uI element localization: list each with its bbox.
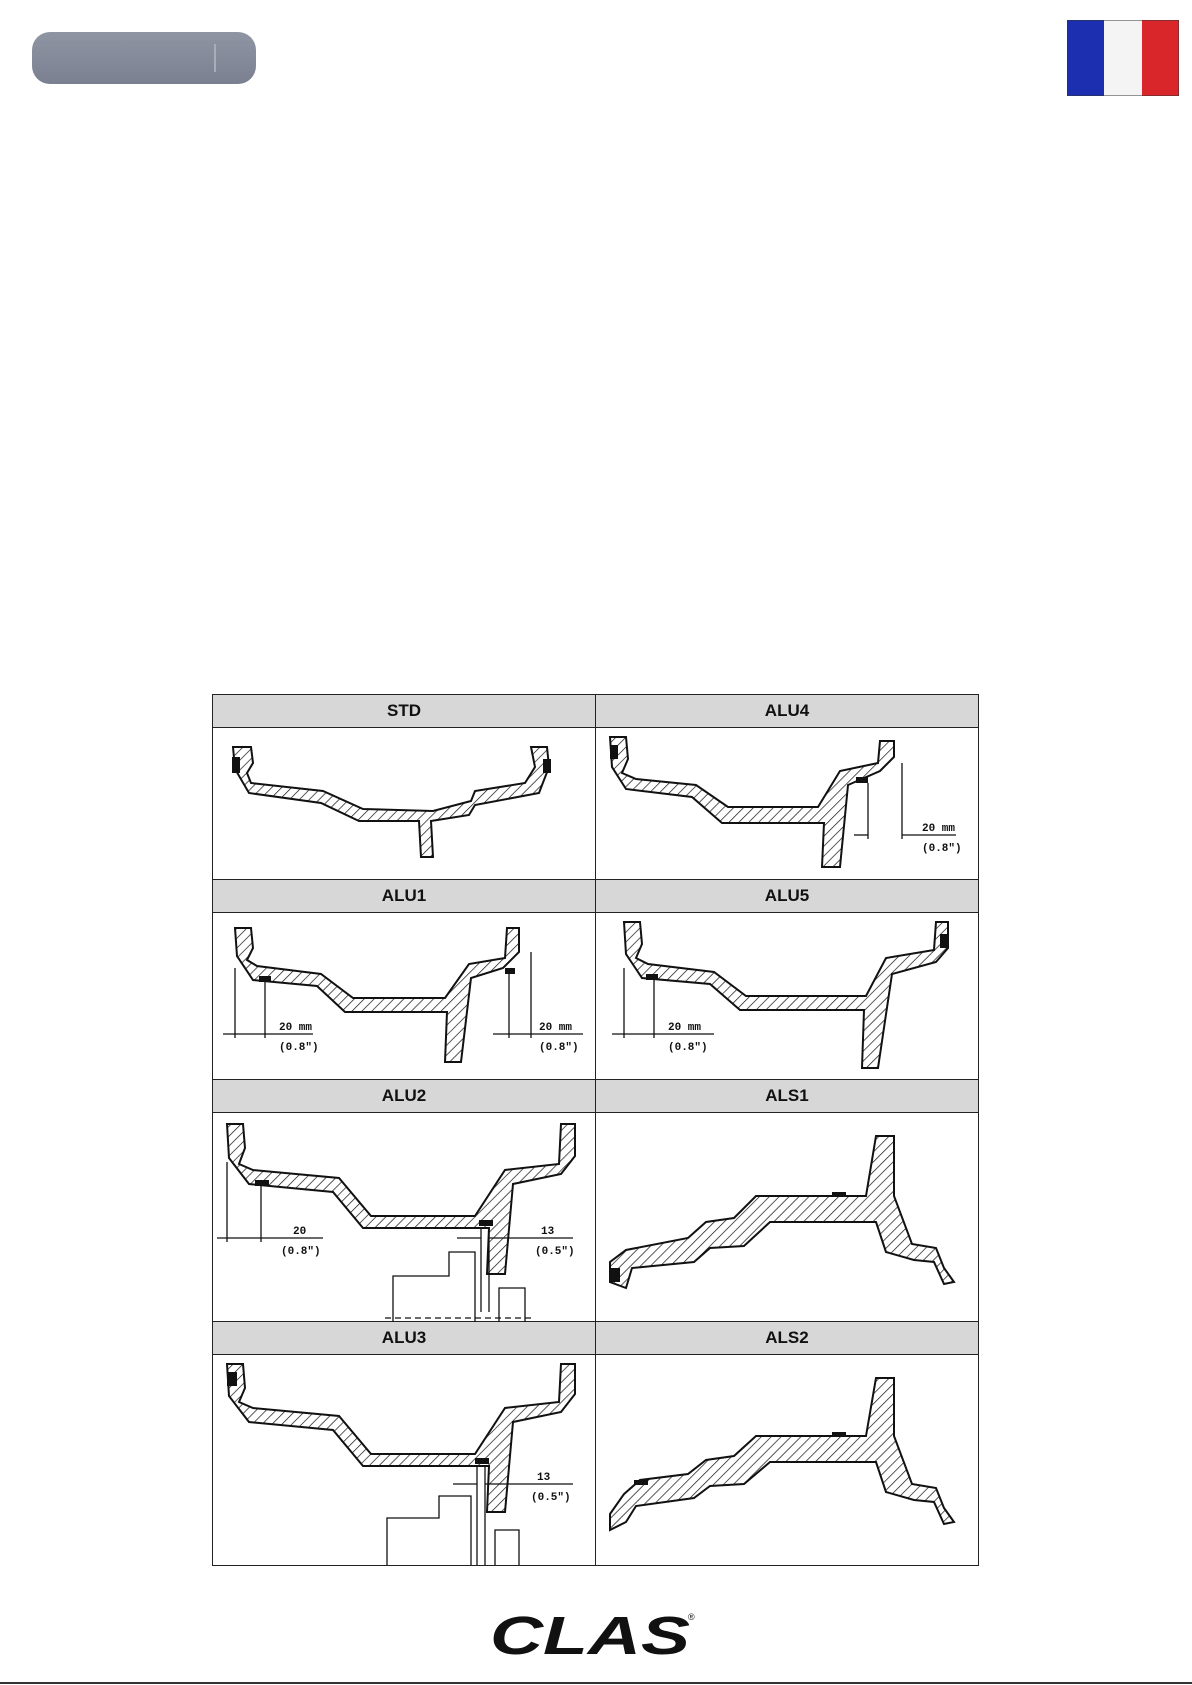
rim-diagram-alu5 — [596, 912, 978, 1080]
weight-marker — [479, 1220, 493, 1226]
clas-logo — [490, 1606, 700, 1662]
rim-types-table — [212, 694, 979, 1566]
cell-label: ALU3 — [213, 1322, 595, 1355]
dimension-label: 20 mm — [279, 1022, 313, 1034]
dimension-label: (0.8") — [281, 1246, 321, 1258]
rim-cell-alu2 — [213, 1080, 596, 1322]
dimension-label: 13 — [541, 1226, 555, 1238]
weight-marker — [832, 1432, 846, 1437]
dimension-label: 20 mm — [668, 1022, 702, 1034]
rim-cell-als2 — [596, 1322, 978, 1565]
weight-marker — [610, 745, 618, 759]
dimension-label: (0.8") — [539, 1042, 579, 1054]
rim-cell-std — [213, 695, 596, 880]
weight-marker — [543, 759, 551, 773]
rim-diagram-alu3 — [213, 1354, 596, 1565]
weight-marker — [259, 976, 271, 982]
page-tab — [32, 32, 256, 84]
rim-diagram-alu1 — [213, 912, 596, 1080]
rim-profile — [610, 737, 894, 867]
rim-profile — [227, 1124, 575, 1274]
cell-label: STD — [213, 695, 595, 728]
rim-diagram-als1 — [596, 1112, 978, 1322]
dimension-label: (0.8") — [668, 1042, 708, 1054]
svg-text:®: ® — [688, 1612, 695, 1622]
dimension-label: 20 — [293, 1226, 307, 1238]
rim-cell-alu5 — [596, 880, 978, 1080]
weight-marker — [832, 1192, 846, 1197]
dimension-label: 20 mm — [539, 1022, 573, 1034]
cell-label: ALS2 — [596, 1322, 978, 1355]
dimension-label: (0.5") — [535, 1246, 575, 1258]
dimension-label: (0.5") — [531, 1492, 571, 1504]
weight-marker — [610, 1268, 620, 1282]
rim-diagram-als2 — [596, 1354, 978, 1565]
weight-marker — [232, 757, 240, 773]
rim-diagram-alu4 — [596, 727, 978, 880]
weight-marker — [255, 1180, 269, 1186]
rim-cell-alu4 — [596, 695, 978, 880]
weight-marker — [634, 1480, 648, 1485]
cell-label: ALU5 — [596, 880, 978, 913]
rim-profile — [610, 1378, 954, 1530]
dimension-label: 13 — [537, 1472, 551, 1484]
weight-marker — [505, 968, 515, 974]
weight-marker — [940, 934, 948, 948]
cell-label: ALS1 — [596, 1080, 978, 1113]
rim-diagram-alu2 — [213, 1112, 596, 1322]
weight-marker — [646, 974, 658, 980]
rim-diagram-std — [213, 727, 596, 880]
cell-label: ALU1 — [213, 880, 595, 913]
weight-marker — [475, 1458, 489, 1464]
weight-marker — [856, 777, 868, 783]
rim-cell-alu3 — [213, 1322, 596, 1565]
dimension-label: (0.8") — [922, 843, 962, 855]
footer-rule — [0, 1682, 1192, 1684]
cell-label: ALU2 — [213, 1080, 595, 1113]
rim-profile — [227, 1364, 575, 1512]
svg-text:CLAS: CLAS — [490, 1606, 690, 1662]
dimension-label: 20 mm — [922, 823, 956, 835]
page-tab-divider — [214, 44, 216, 72]
rim-profile — [233, 747, 549, 857]
rim-cell-als1 — [596, 1080, 978, 1322]
dimension-label: (0.8") — [279, 1042, 319, 1054]
flag-france-icon — [1067, 20, 1179, 96]
rim-cell-alu1 — [213, 880, 596, 1080]
weight-marker — [227, 1372, 237, 1386]
rim-profile — [235, 928, 519, 1062]
rim-profile — [610, 1136, 954, 1288]
cell-label: ALU4 — [596, 695, 978, 728]
